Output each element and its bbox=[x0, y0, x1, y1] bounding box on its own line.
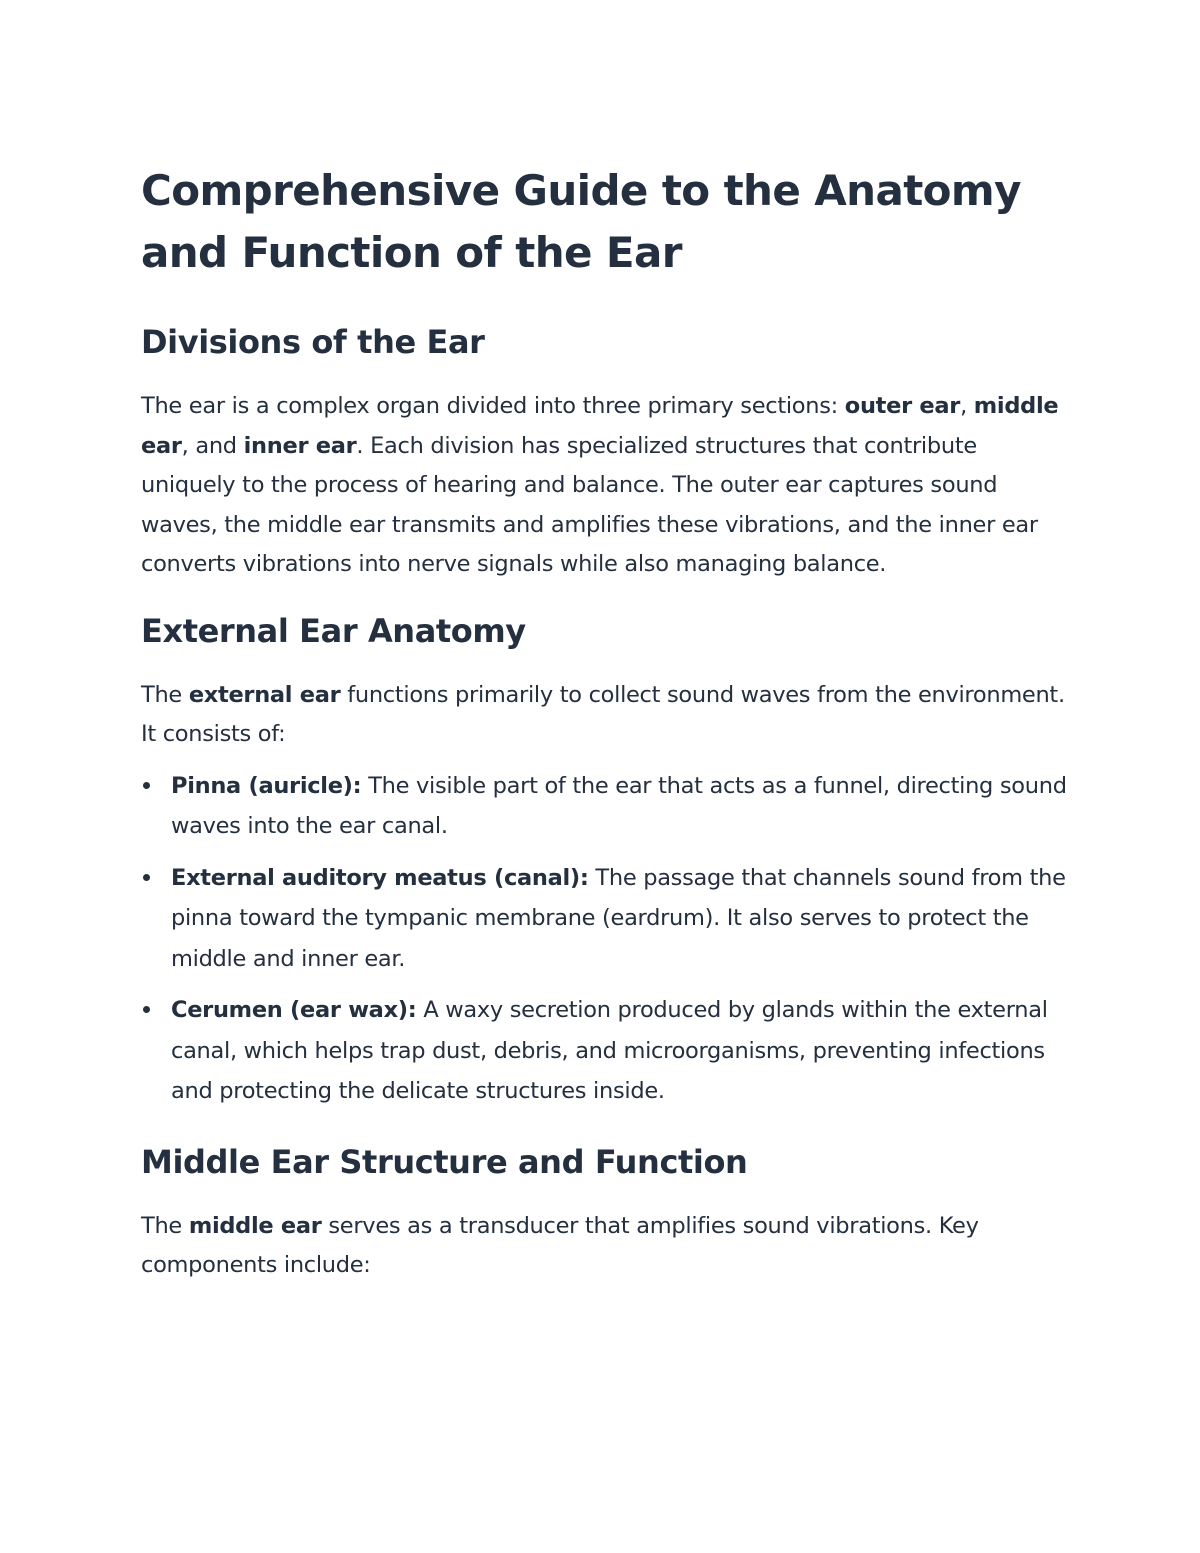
term-middle-ear: middle ear bbox=[141, 393, 1059, 459]
middle-paragraph bbox=[141, 1207, 1071, 1286]
section-heading-divisions: Divisions of the Ear bbox=[141, 323, 485, 361]
list-item-text: The passage that channels sound from the pinna toward the tympanic membrane (eardrum). It also serves to protect the middle and inner ear. bbox=[171, 864, 1066, 972]
section-heading-middle: Middle Ear Structure and Function bbox=[141, 1142, 748, 1181]
list-item bbox=[141, 858, 1071, 980]
term-middle-ear-section: middle ear bbox=[188, 1212, 322, 1239]
section-heading-external: External Ear Anatomy bbox=[141, 611, 526, 650]
divisions-intro-text: The ear is a complex organ divided into three primary sections: bbox=[141, 393, 845, 419]
bullet-icon bbox=[143, 1006, 150, 1013]
list-item-term: External auditory meatus (canal): bbox=[171, 864, 589, 891]
external-ear-list bbox=[141, 766, 1071, 1112]
document-page bbox=[141, 160, 1071, 1286]
divisions-and-text: , and bbox=[181, 432, 244, 459]
bullet-icon bbox=[143, 874, 150, 881]
list-item bbox=[141, 766, 1071, 847]
term-outer-ear: outer ear bbox=[844, 393, 961, 419]
list-item bbox=[141, 990, 1071, 1112]
list-item-text: A waxy secretion produced by glands within the external canal, which helps trap dust, debris, and microorganisms, preventing infections and protecting the delicate structures inside. bbox=[171, 997, 1048, 1104]
divisions-rest-text: . Each division has specialized structures that contribute uniquely to the process of hearing and balance. The outer ear captures sound waves, the middle ear transmits and amplifies these vibrations, and the inner ear converts vibrations into nerve signals while also managing balance. bbox=[141, 432, 1038, 577]
divisions-paragraph bbox=[141, 387, 1071, 585]
external-intro-post: functions primarily to collect sound waves from the environment. It consists of: bbox=[141, 681, 1065, 747]
list-item-text: The visible part of the ear that acts as a funnel, directing sound waves into the ear canal. bbox=[171, 772, 1067, 839]
list-item-term: Pinna (auricle): bbox=[171, 772, 362, 799]
list-item-term: Cerumen (ear wax): bbox=[171, 997, 417, 1023]
term-inner-ear: inner ear bbox=[243, 432, 357, 459]
divisions-comma-text: , bbox=[960, 393, 974, 419]
bullet-icon bbox=[143, 782, 150, 789]
page-title: Comprehensive Guide to the Anatomy and Function of the Ear bbox=[141, 166, 1021, 277]
middle-intro-post: serves as a transducer that amplifies sound vibrations. Key components include: bbox=[141, 1212, 979, 1278]
external-paragraph bbox=[141, 676, 1071, 755]
external-intro-pre: The bbox=[141, 681, 189, 708]
middle-intro-pre: The bbox=[141, 1212, 189, 1239]
term-external-ear: external ear bbox=[188, 681, 341, 708]
